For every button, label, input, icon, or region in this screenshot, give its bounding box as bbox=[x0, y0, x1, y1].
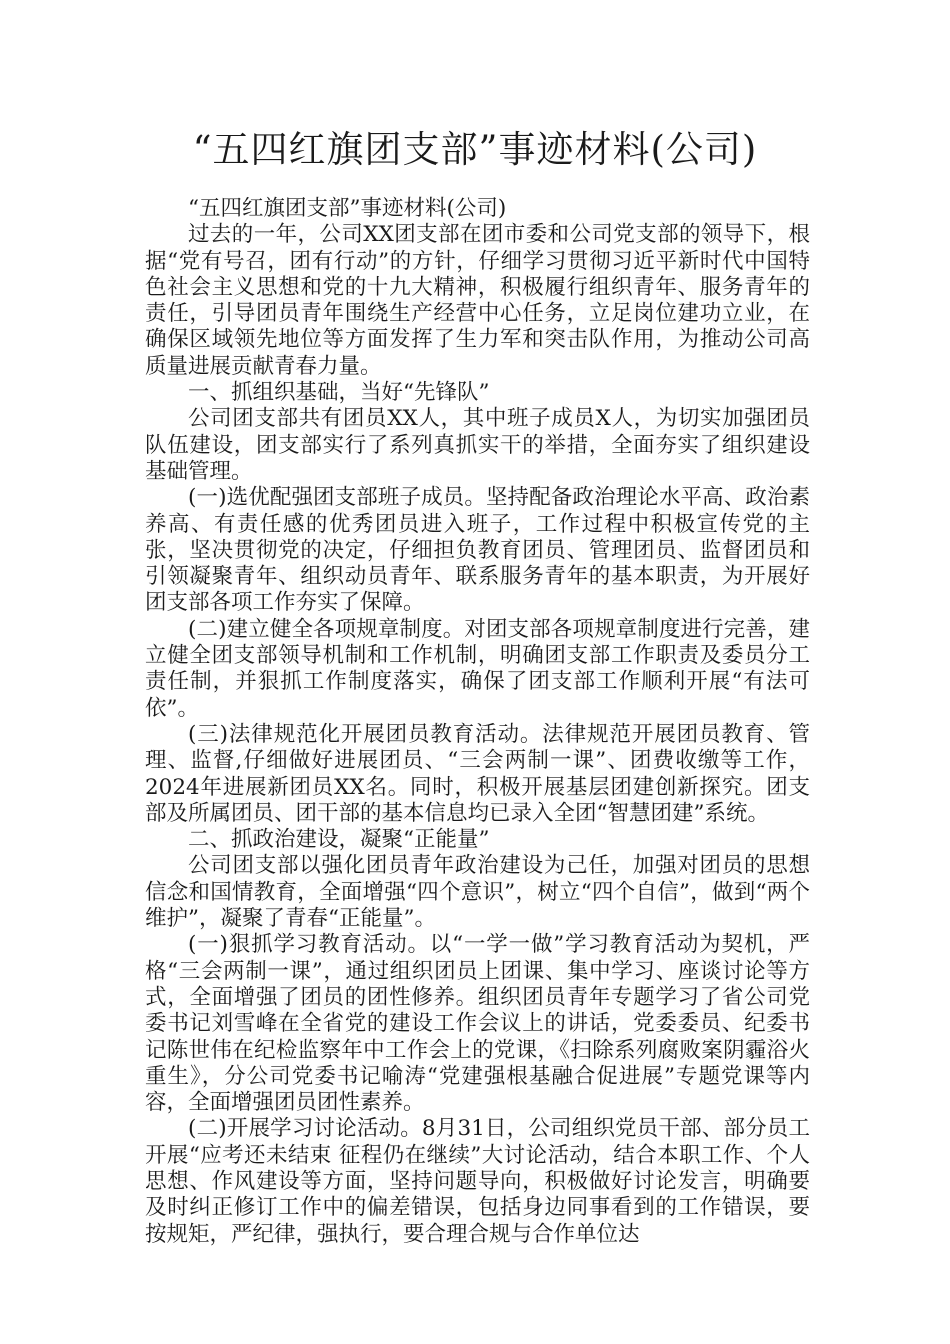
body-paragraph: 公司团支部以强化团员青年政治建设为己任，加强对团员的思想信念和国情教育，全面增强“四个意识”，树立“四个自信”，做到“两个维护”，凝聚了青春“正能量”。 bbox=[145, 853, 810, 932]
section-heading: 一、抓组织基础，当好“先锋队” bbox=[188, 380, 490, 406]
document-body bbox=[145, 196, 810, 1248]
section-heading: 二、抓政治建设，凝聚“正能量” bbox=[188, 827, 490, 853]
document-title: “五四红旗团支部”事迹材料(公司) bbox=[192, 128, 758, 171]
body-paragraph: (二)开展学习讨论活动。8月31日，公司组织党员干部、部分员工开展“应考还未结束 征程仍在继续”大讨论活动，结合本职工作、个人思想、作风建设等方面，坚持问题导向，积极做好讨论发言，明确要及时纠正修订工作中的偏差错误，包括身边同事看到的工作错误，要按规矩，严纪律，强执行，要合理合规与合作单位达 bbox=[145, 1116, 810, 1247]
body-paragraph: (三)法律规范化开展团员教育活动。法律规范开展团员教育、管理、监督,仔细做好进展团员、“三会两制一课”、团费收缴等工作，2024年进展新团员XX名。同时，积极开展基层团建创新探究。团支部及所属团员、团干部的基本信息均已录入全团“智慧团建”系统。 bbox=[145, 721, 810, 826]
body-paragraph: (一)狠抓学习教育活动。以“一学一做”学习教育活动为契机，严格“三会两制一课”，通过组织团员上团课、集中学习、座谈讨论等方式，全面增强了团员的团性修养。组织团员青年专题学习了省公司党委书记刘雪峰在全省党的建设工作会议上的讲话，党委委员、纪委书记陈世伟在纪检监察年中工作会上的党课，《扫除系列腐败案阴霾浴火重生》，分公司党委书记喻涛“党建强根基融合促进展”专题党课等内容，全面增强团员团性素养。 bbox=[145, 932, 810, 1116]
body-paragraph: 过去的一年，公司XX团支部在团市委和公司党支部的领导下，根据“党有号召，团有行动”的方针，仔细学习贯彻习近平新时代中国特色社会主义思想和党的十九大精神，积极履行组织青年、服务青年的责任，引导团员青年围绕生产经营中心任务，立足岗位建功立业，在确保区域领先地位等方面发挥了生力军和突击队作用，为推动公司高质量进展贡献青春力量。 bbox=[145, 222, 810, 379]
body-paragraph: 公司团支部共有团员XX人，其中班子成员X人，为切实加强团员队伍建设，团支部实行了系列真抓实干的举措，全面夯实了组织建设基础管理。 bbox=[145, 406, 810, 484]
body-paragraph: “五四红旗团支部”事迹材料(公司) bbox=[188, 196, 507, 221]
body-paragraph: (一)选优配强团支部班子成员。坚持配备政治理论水平高、政治素养高、有责任感的优秀团员进入班子，工作过程中积极宣传党的主张，坚决贯彻党的决定，仔细担负教育团员、管理团员、监督团员和引领凝聚青年、组织动员青年、联系服务青年的基本职责，为开展好团支部各项工作夯实了保障。 bbox=[145, 485, 810, 616]
body-paragraph: (二)建立健全各项规章制度。对团支部各项规章制度进行完善，建立健全团支部领导机制和工作机制，明确团支部工作职责及委员分工责任制，并狠抓工作制度落实，确保了团支部工作顺利开展“有法可依”。 bbox=[145, 616, 810, 721]
